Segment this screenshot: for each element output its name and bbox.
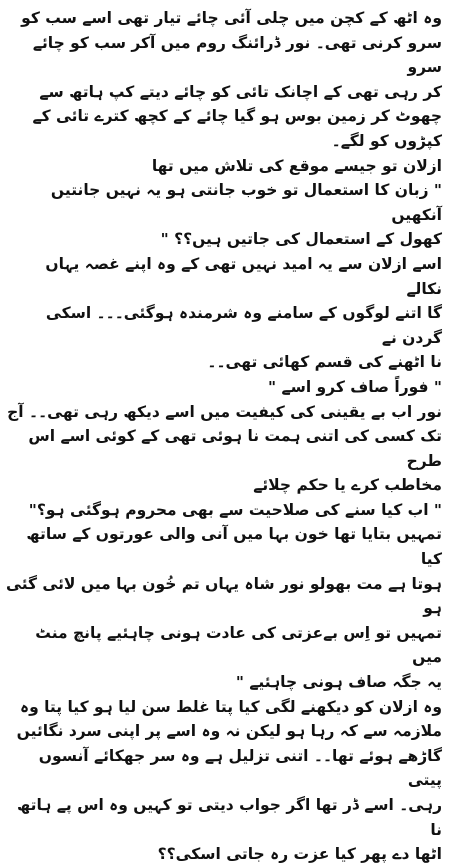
paragraph-azlan-taunt: " زبان کا استعمال تو خوب جانتی ہو یہ نہیں جانتیں آنکھیں کھول کے استعمال کی جاتیں ہیں؟؟ "	[50, 181, 442, 249]
paragraph-azlan-waiting: ازلان تو جیسے موقع کی تلاش میں تھا	[151, 156, 442, 175]
paragraph-khoon-baha: " اب کیا سنے کی صلاحیت سے بھی محروم ہوگئی ہو؟" تمہیں بتایا تھا خون بہا میں آنی والی عورتوں کے ساتھ کیا ہوتا ہے مت بھولو نور شاہ یہاں تم خُون بہا میں لائی گئی ہو تمہیں تو اِس بےعزتی کی عادت ہونی چاہئیے پانچ منٹ میں یہ جگہ صاف ہونی چاہئیے "	[6, 500, 442, 692]
paragraph-noor-ashamed: اسے ازلان سے یہ امید نہیں تھی کے وہ اپنے غصہ یہاں نکالے گا اتنے لوگوں کے سامنے وہ شرمندہ ہوگئی۔۔۔ اسکی گردن نے نا اٹھنے کی قسم کھائی تھی۔۔	[45, 254, 442, 372]
paragraph-noor-humiliated: وہ ازلان کو دیکھنے لگی کیا پتا غلط سن لیا ہو کیا پتا وہ ملازمہ سے کہ رہا ہو لیکن نہ وہ اسے پر اپنی سرد نگائیں گاڑھے ہوئے تھا۔۔ اتنی تزلیل ہے وہ سر جھکائے آنسوں پیتی رہی۔ اسے ڈر تھا اگر جواب دیتی تو کہیں وہ اس پے ہاتھ نا اٹھا دے پھر کیا عزت رہ جاتی اسکی؟؟	[16, 697, 442, 864]
paragraph-noor-disbelief: نور اب بے یقینی کی کیفیت میں اسے دیکھ رہی تھی۔۔ آج تک کسی کی اتنی ہمت نا ہوئی تھی کے کوئی اسے اس طرح مخاطب کرے یا حکم چلائے	[7, 402, 442, 495]
paragraph-kitchen-tea: وہ اٹھ کے کچن میں چلی آئی چائے تیار تھی اسے سب کو سرو کرنی تھی۔ نور ڈرائنگ روم میں آکر سب کو چائے سرو کر رہی تھی کے اچانک تائی کو چائے دیتے کپ ہاتھ سے چھوٹ کر زمین بوس ہو گیا چائے کے کچھ کترے تائی کے کپڑوں کو لگے۔	[21, 9, 442, 150]
paragraph-clean-order: " فوراً صاف کرو اسے "	[268, 377, 442, 396]
